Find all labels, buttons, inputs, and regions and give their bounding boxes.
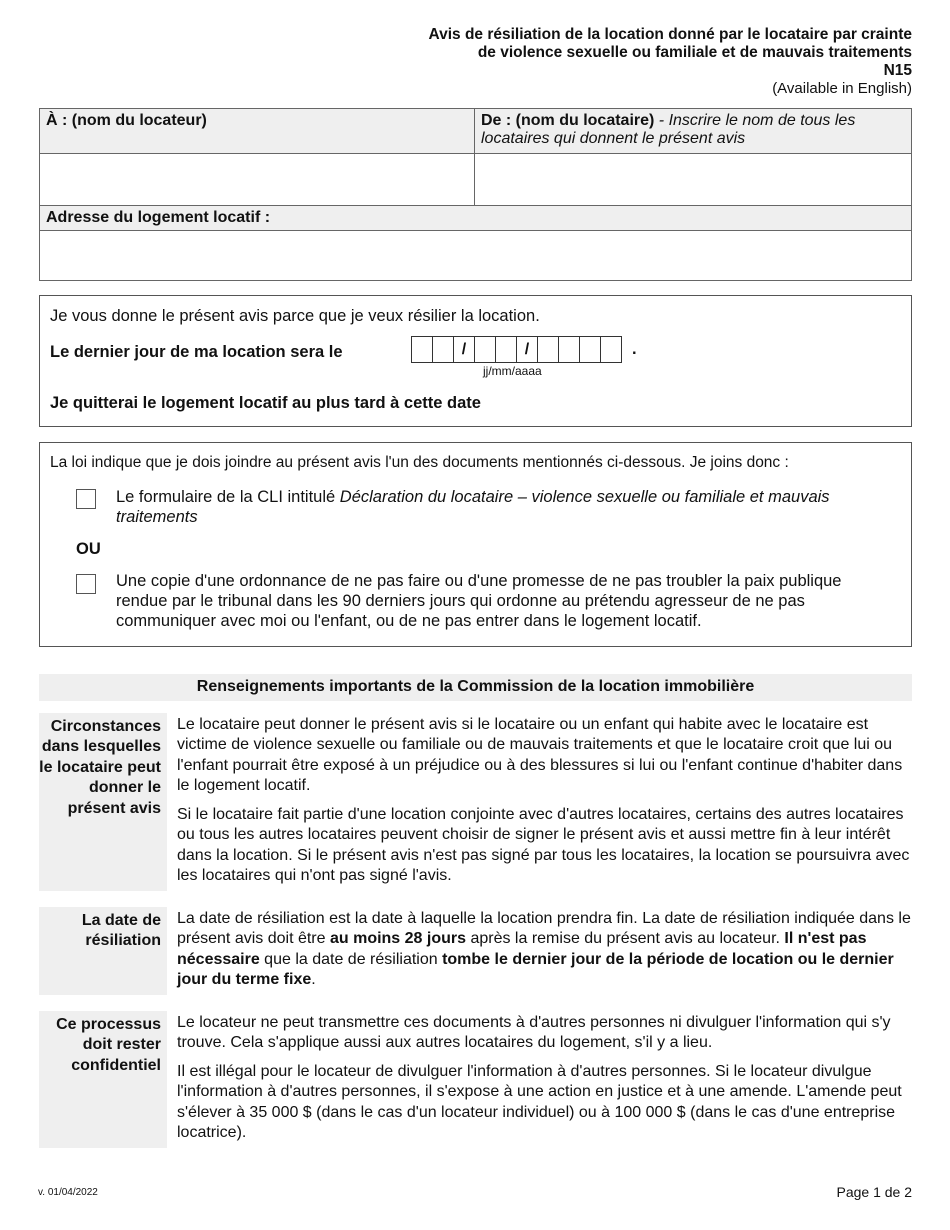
form-header xyxy=(428,26,912,98)
info-title: Renseignements importants de la Commission de la location immobilière xyxy=(39,674,912,701)
info-termination-date: La date de résiliation La date de résiliation est la date à laquelle la location prendra fin. La date de résiliation indiquée dans le présent avis doit être au moins 28 jours après la remise du présent avis au locateur. Il n'est pas nécessaire que la date de résiliation tombe le dernier jour de la période de location ou le dernier jour du terme fixe. xyxy=(39,907,912,995)
termination-intro: Je vous donne le présent avis parce que je veux résilier la location. xyxy=(50,307,540,325)
documents-intro: La loi indique que je dois joindre au présent avis l'un des documents mentionnés ci-dessous. Je joins donc : xyxy=(50,454,789,471)
option2-checkbox[interactable] xyxy=(76,574,96,594)
documents-section xyxy=(39,442,912,647)
to-label: À : (nom du locateur) xyxy=(46,112,207,129)
form-code: N15 xyxy=(883,62,912,79)
move-out-statement: Je quitterai le logement locatif au plus tard à cette date xyxy=(50,394,481,412)
option2-text: Une copie d'une ordonnance de ne pas faire ou d'une promesse de ne pas troubler la paix publique rendue par le tribunal dans les 90 derniers jours qui ordonne au prétendu agresseur de ne pas communiquer avec moi ou l'enfant, ou de ne pas entrer dans le logement locatif. xyxy=(116,572,842,630)
option1-text: Le formulaire de la CLI intitulé Déclaration du locataire – violence sexuelle ou familiale et mauvais traitements xyxy=(116,488,830,526)
from-label: De : (nom du locataire) xyxy=(481,112,655,129)
info-circumstances: Circonstances dans lesquelles le locataire peut donner le présent avis Le locataire peut donner le présent avis si le locataire ou un enfant qui habite avec le locataire est victime de violence sexuelle ou familiale ou de mauvais traitements et que le locataire croit que lui ou l'enfant pourrait être exposé à un préjudice ou à des blessures si lui ou l'enfant continue d'habiter dans le logement locatif. Si le locataire fait partie d'une location conjointe avec d'autres locataires, certains des autres locataires ou tous les autres locataires peuvent choisir de signer le présent avis et aussi mettre fin à leur intérêt dans la location. Si le présent avis n'est pas signé par tous les locataires, la location se poursuivra avec les locataires qui n'ont pas signé l'avis. xyxy=(39,713,912,891)
termination-date-field[interactable]: / / xyxy=(411,336,622,363)
last-day-label: Le dernier jour de ma location sera le xyxy=(50,343,343,361)
tenant-name-field[interactable] xyxy=(475,154,912,206)
or-label: OU xyxy=(76,540,101,558)
title-line-2: de violence sexuelle ou familiale et de mauvais traitements xyxy=(477,44,912,61)
title-line-1: Avis de résiliation de la location donné par le locataire par crainte xyxy=(428,26,912,43)
landlord-name-field[interactable] xyxy=(40,154,475,206)
from-hint: - Inscrire le nom de tous les locataires qui donnent le présent avis xyxy=(481,112,856,147)
page-number: Page 1 de 2 xyxy=(836,1184,912,1200)
date-format-hint: jj/mm/aaaa xyxy=(483,364,542,378)
option1-checkbox[interactable] xyxy=(76,489,96,509)
address-label: Adresse du logement locatif : xyxy=(46,209,271,226)
address-field[interactable] xyxy=(40,231,912,281)
termination-section xyxy=(39,295,912,427)
version: v. 01/04/2022 xyxy=(38,1187,98,1198)
info-confidential: Ce processus doit rester confidentiel Le locateur ne peut transmettre ces documents à d'autres personnes ni divulguer l'information qui s'y trouve. Cela s'applique aussi aux autres locataires du logement, s'il y a lieu. Il est illégal pour le locateur de divulguer l'information à d'autres personnes. Si le locateur divulgue l'information à d'autres personnes, il s'expose à une action en justice et à une amende. L'amende peut s'élever à 35 000 $ (dans le cas d'un locateur individuel) ou à 100 000 $ (dans le cas d'une entreprise locatrice). xyxy=(39,1011,912,1148)
period: . xyxy=(632,340,637,358)
parties-table xyxy=(39,108,912,281)
available-english: (Available in English) xyxy=(772,80,912,97)
info-section xyxy=(39,674,912,1164)
